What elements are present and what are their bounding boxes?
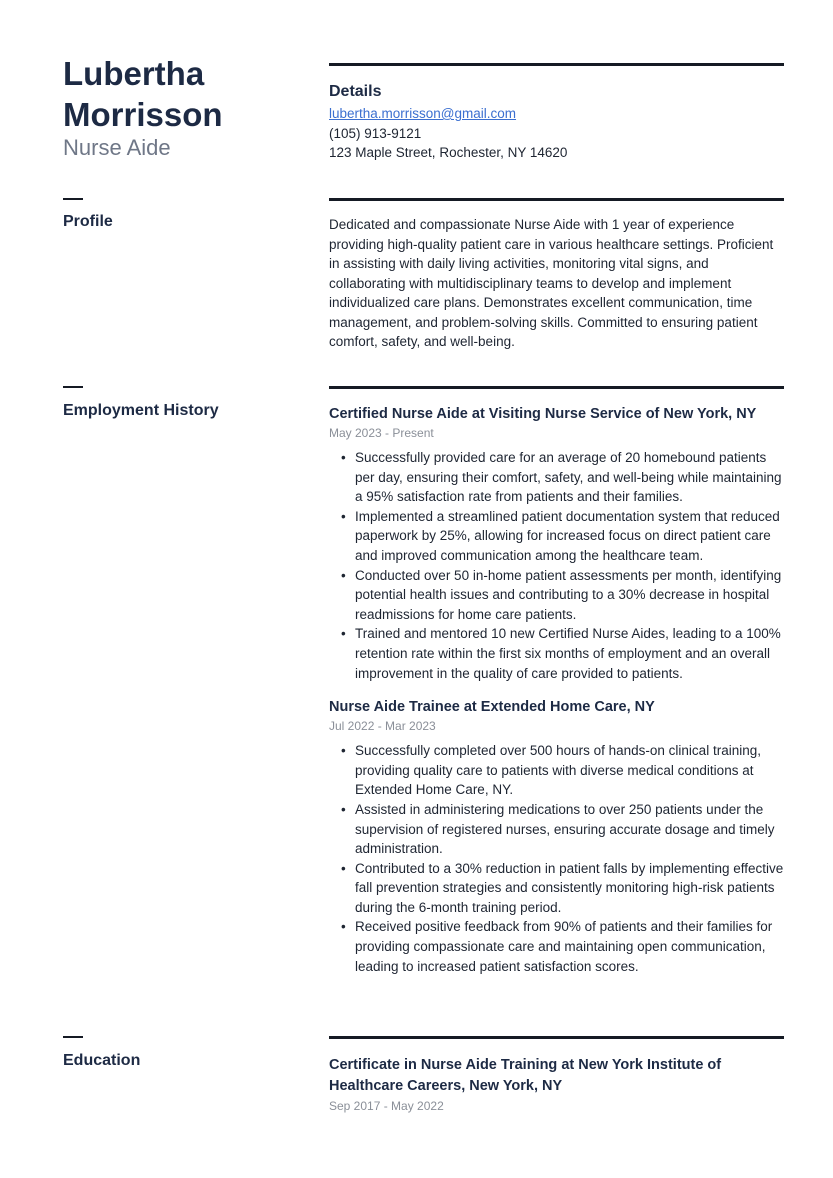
- education-list: [329, 1055, 749, 1121]
- job-title: Nurse Aide Trainee at Extended Home Care, NY: [329, 699, 655, 716]
- candidate-name: [63, 53, 303, 135]
- achievement-item: • Implemented a streamlined patient documentation system that reduced paperwork by 25%, allowing for increased focus on direct patient care and improved communication among the healthcare team.: [329, 507, 787, 566]
- candidate-last-name: Morrisson: [63, 96, 223, 133]
- job-title: Certified Nurse Aide at Visiting Nurse Service of New York, NY: [329, 406, 757, 422]
- job-entry: [329, 697, 787, 976]
- achievement-item: • Successfully provided care for an average of 20 homebound patients per day, ensuring their comfort, safety, and well-being while maintaining a 95% satisfaction rate from patients and their families.: [329, 448, 787, 507]
- education-heading: Education: [63, 1052, 141, 1069]
- profile-text: Dedicated and compassionate Nurse Aide with 1 year of experience providing high-quality patient care in various healthcare settings. Proficient in assisting with daily living activities, monitoring vital signs, and collaborating with multidisciplinary teams to develop and implement individualized care plans. Demonstrates excellent communication, time management, and problem-solving skills. Committed to ensuring patient comfort, safety, and well-being.: [329, 217, 774, 349]
- candidate-job-title: Nurse Aide: [63, 135, 171, 160]
- achievement-item: • Received positive feedback from 90% of patients and their families for providing compassionate care and maintaining open communication, leading to increased patient satisfaction scores.: [329, 917, 787, 976]
- details-section: [329, 81, 787, 163]
- employment-heading: Employment History: [63, 402, 219, 419]
- education-title: Certificate in Nurse Aide Training at New York Institute of Healthcare Careers, New York, NY: [329, 1057, 722, 1094]
- achievement-item: • Conducted over 50 in-home patient assessments per month, identifying potential health issues and contributing to a 30% decrease in hospital readmissions for home care patients.: [329, 566, 787, 625]
- address: 123 Maple Street, Rochester, NY 14620: [329, 145, 568, 160]
- employment-marker: [63, 386, 83, 388]
- job-achievements: [329, 448, 787, 683]
- achievement-item: • Trained and mentored 10 new Certified Nurse Aides, leading to a 100% retention rate within the first six months of employment and an overall improvement in the quality of care provided to patients.: [329, 624, 787, 683]
- phone-number: (105) 913-9121: [329, 125, 422, 141]
- job-entry: [329, 404, 787, 683]
- education-marker: [63, 1036, 83, 1038]
- details-heading: Details: [329, 83, 382, 100]
- education-divider: [329, 1036, 784, 1039]
- achievement-item: • Contributed to a 30% reduction in patient falls by implementing effective fall prevention strategies and consistently monitoring high-risk patients during the 6-month training period.: [329, 859, 787, 918]
- job-dates: May 2023 - Present: [329, 426, 434, 440]
- details-divider: [329, 63, 784, 66]
- achievement-item: • Assisted in administering medications to over 250 patients under the supervision of registered nurses, ensuring accurate dosage and timely administration.: [329, 800, 787, 859]
- email-link[interactable]: lubertha.morrisson@gmail.com: [329, 106, 517, 121]
- profile-heading: Profile: [63, 213, 113, 230]
- job-achievements: [329, 741, 787, 976]
- candidate-first-name: Lubertha: [63, 55, 205, 92]
- education-dates: Sep 2017 - May 2022: [329, 1099, 444, 1113]
- achievement-item: • Successfully completed over 500 hours of hands-on clinical training, providing quality care to patients with diverse medical conditions at Extended Home Care, NY.: [329, 741, 787, 800]
- profile-marker: [63, 198, 83, 200]
- employment-divider: [329, 386, 784, 389]
- employment-list: [329, 404, 787, 990]
- profile-divider: [329, 198, 784, 201]
- job-dates: Jul 2022 - Mar 2023: [329, 719, 436, 734]
